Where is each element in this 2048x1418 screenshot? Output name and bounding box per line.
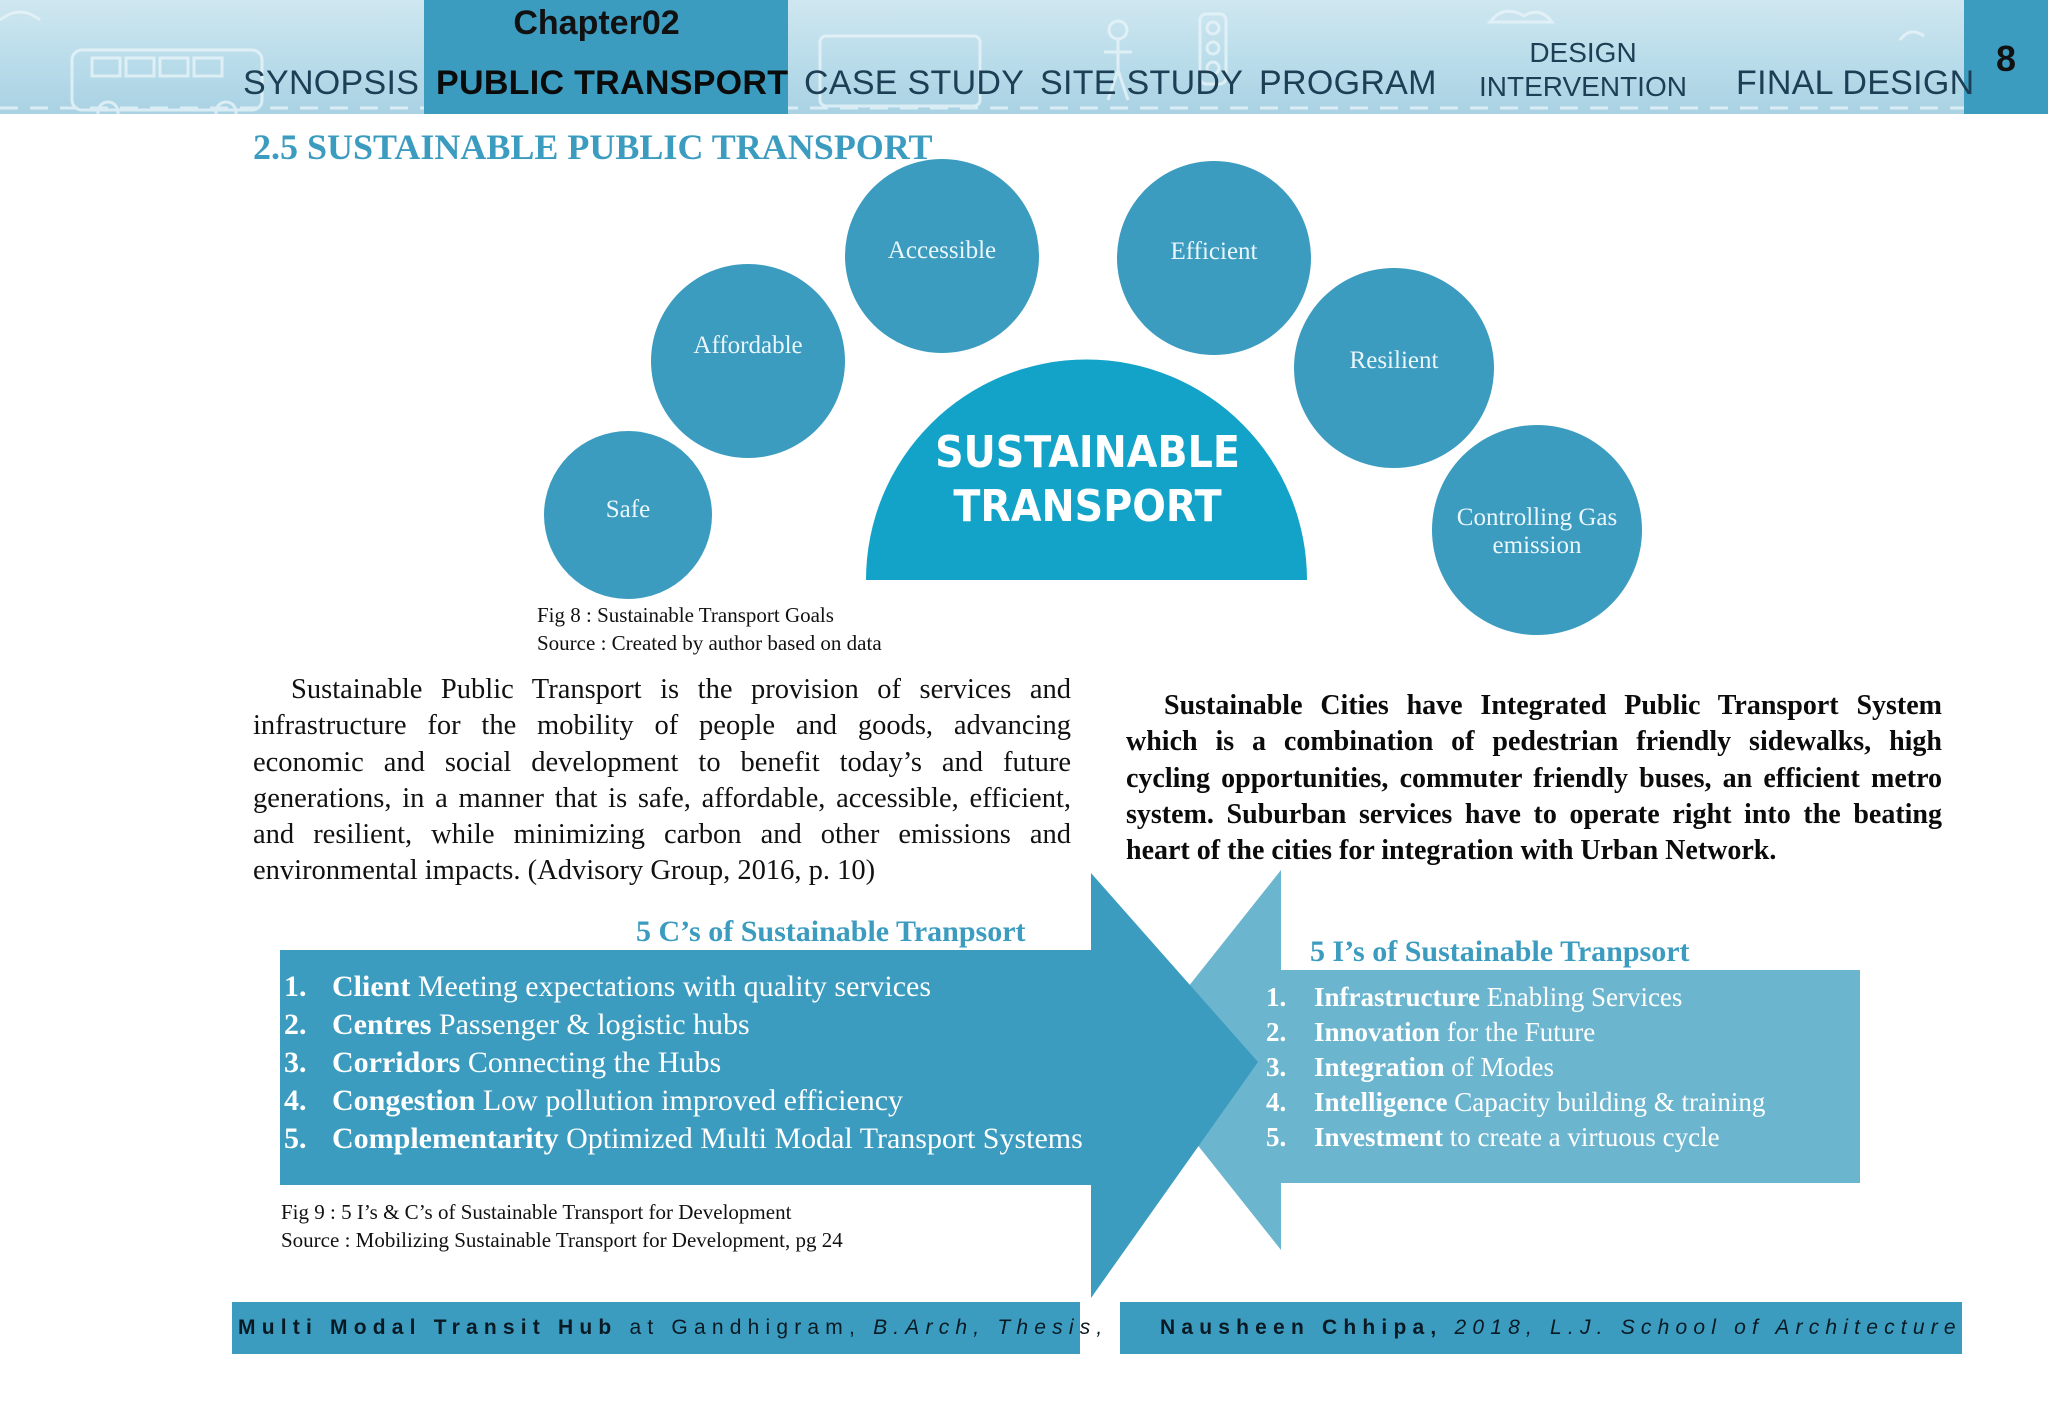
list-item [284,1006,1083,1044]
list-item [284,1082,1083,1120]
item-term: Complementarity [332,1122,559,1155]
nav-case-study[interactable]: CASE STUDY [804,64,1025,102]
center-title-line1: SUSTAINABLE [935,427,1240,478]
footer-author-name: Nausheen Chhipa, [1160,1316,1443,1339]
item-term: Client [332,970,411,1003]
nav-final-design[interactable]: FINAL DESIGN [1736,64,1975,102]
item-description: Optimized Multi Modal Transport Systems [558,1122,1083,1155]
goal-label-safe: Safe [605,496,651,523]
item-description: Enabling Services [1479,982,1683,1012]
goal-label-efficient: Efficient [1170,238,1258,265]
item-number: 5. [1266,1122,1287,1152]
center-title [919,426,1257,534]
item-term: Corridors [332,1046,461,1079]
item-description: Capacity building & training [1447,1087,1766,1117]
goal-label-controlling-gas-line1: Controlling Gas [1456,504,1618,531]
list-item [284,1044,1083,1082]
item-term: Intelligence [1314,1087,1448,1117]
footer-author [1160,1316,1962,1340]
list-item [1266,1050,1765,1085]
goal-label-resilient: Resilient [1349,347,1439,374]
item-description: Connecting the Hubs [460,1046,722,1079]
nav-site-study[interactable]: SITE STUDY [1040,64,1244,102]
goal-label-affordable: Affordable [693,332,803,359]
item-number: 2. [1266,1017,1287,1047]
item-number: 1. [1266,982,1287,1012]
item-number: 1. [284,970,307,1003]
nav-program[interactable]: PROGRAM [1259,64,1437,102]
sustainable-transport-goals-diagram [0,0,2048,700]
five-is-heading: 5 I’s of Sustainable Tranpsort [1310,935,1690,968]
goal-label-controlling-gas [1432,504,1642,560]
item-term: Centres [332,1008,432,1041]
chapter-label: Chapter02 [513,4,680,42]
item-number: 3. [1266,1052,1287,1082]
list-item [1266,1015,1765,1050]
item-description: Low pollution improved efficiency [475,1084,904,1117]
item-number: 2. [284,1008,307,1041]
five-cs-heading: 5 C’s of Sustainable Tranpsort [636,915,1026,948]
item-term: Investment [1314,1122,1443,1152]
item-term: Congestion [332,1084,476,1117]
five-is-list [1266,980,1765,1155]
paragraph-integrated-system: Sustainable Cities have Integrated Public Transport System which is a combination of pedestrian friendly sidewalks, high cycling opportunities, commuter friendly buses, an efficient metro system. Suburban services have to operate right into the beating heart of the cities for integration with Urban Network. [1126,690,1942,867]
item-description: Passenger & logistic hubs [431,1008,750,1041]
nav-design-line2: INTERVENTION [1479,71,1687,102]
item-description: to create a virtuous cycle [1443,1122,1720,1152]
item-description: of Modes [1444,1052,1554,1082]
item-term: Infrastructure [1314,982,1480,1012]
footer-thesis-title [238,1316,1108,1340]
goal-circle-affordable [651,264,845,458]
footer-degree: B.Arch, Thesis, [873,1316,1109,1339]
item-description: Meeting expectations with quality services [410,970,932,1003]
footer-school: 2018, L.J. School of Architecture [1442,1316,1962,1339]
list-item [284,1120,1083,1158]
section-title: 2.5 SUSTAINABLE PUBLIC TRANSPORT [253,127,933,167]
center-title-line2: TRANSPORT [953,481,1222,532]
footer-project-name: Multi Modal Transit Hub [238,1316,618,1339]
nav-public-transport[interactable]: PUBLIC TRANSPORT [436,64,789,102]
nav-synopsis[interactable]: SYNOPSIS [243,64,420,102]
paragraph-definition: Sustainable Public Transport is the provision of services and infrastructure for the mobility of people and goods, advancing economic and social development to benefit today’s and future generations, in a manner that is safe, affordable, accessible, efficient, and resilient, while minimizing carbon and other emissions and environmental impacts. (Advisory Group, 2016, p. 10) [253,674,1071,887]
item-description: for the Future [1440,1017,1596,1047]
nav-design-line1: DESIGN [1529,37,1637,68]
item-number: 4. [284,1084,307,1117]
item-number: 3. [284,1046,307,1079]
fig8-caption: Fig 8 : Sustainable Transport Goals [537,603,834,627]
fig9-caption: Fig 9 : 5 I’s & C’s of Sustainable Transport for Development [281,1200,792,1224]
list-item [1266,980,1765,1015]
goal-label-accessible: Accessible [887,237,997,264]
page-number: 8 [1995,38,2017,79]
item-number: 5. [284,1122,307,1155]
item-term: Integration [1314,1052,1445,1082]
item-term: Innovation [1314,1017,1441,1047]
list-item [1266,1085,1765,1120]
fig8-source: Source : Created by author based on data [537,631,882,655]
list-item [1266,1120,1765,1155]
list-item [284,968,1083,1006]
goal-label-controlling-gas-line2: emission [1492,532,1582,559]
item-number: 4. [1266,1087,1287,1117]
footer-location: at Gandhigram, [617,1316,874,1339]
fig9-source: Source : Mobilizing Sustainable Transport for Development, pg 24 [281,1228,843,1252]
five-cs-list [284,968,1083,1158]
